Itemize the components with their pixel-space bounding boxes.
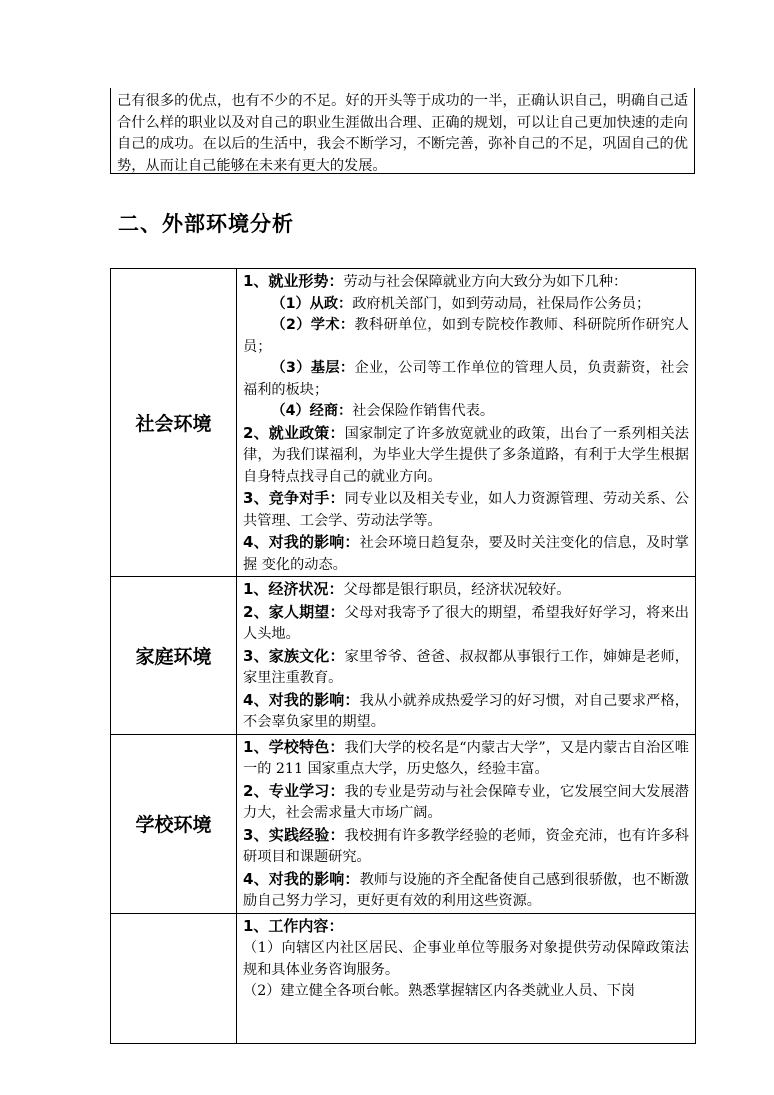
item-heading: 4、对我的影响：	[243, 869, 360, 888]
item-heading: 1、学校特色：	[243, 737, 345, 756]
list-item	[243, 825, 689, 869]
item-text: 我校拥有许多教学经验的老师，资金充沛，也有许多科研项目和课题研究。	[243, 827, 689, 865]
item-heading: 3、实践经验：	[243, 825, 345, 844]
list-item	[243, 488, 689, 532]
list-item	[243, 579, 689, 602]
sub-item-text: 政府机关部门，如到劳动局，社保局作公务员；	[352, 295, 651, 312]
continuation-text: 己有很多的优点，也有不少的不足。好的开头等于成功的一半，正确认识自己，明确自己适合什么样的职业以及对自己的职业生涯做出合理、正确的规划，可以让自己更加快速的走向自己的成功。在以后的生活中，我会不断学习，不断完善，弥补自己的不足，巩固自己的优势，从而让自己能够在未来有更大的发展。	[117, 93, 688, 174]
plain-paragraph: （1）向辖区内社区居民、企事业单位等服务对象提供劳动保障政策法规和具体业务咨询服务。	[243, 940, 689, 978]
sub-item-heading: （3）基层：	[271, 360, 355, 376]
list-item	[243, 532, 689, 576]
sub-item-text: 企业，公司等工作单位的管理人员，负责薪资，社会福利的板块；	[243, 360, 689, 398]
sub-item	[243, 401, 689, 423]
list-item	[243, 271, 689, 294]
table-row	[111, 734, 696, 913]
sub-item-text: 教科研单位，如到专院校作教师、科研院所作研究人员；	[243, 317, 689, 355]
item-heading: 3、竞争对手：	[243, 489, 345, 507]
item-heading: 1、工作内容：	[243, 916, 344, 935]
item-text: 我从小就养成热爱学习的好习惯，对自己要求严格，不会辜负家里的期望。	[243, 692, 689, 730]
list-item	[243, 423, 689, 489]
item-heading: 2、专业学习：	[243, 781, 345, 800]
table-row	[111, 269, 696, 577]
list-item	[243, 602, 689, 646]
list-item	[243, 690, 689, 734]
row-label: 学校环境	[135, 814, 212, 836]
item-heading: 1、就业形势：	[243, 272, 344, 290]
row-label: 家庭环境	[135, 645, 212, 668]
sub-item-heading: （1）从政：	[271, 295, 353, 312]
item-heading: 4、对我的影响：	[243, 533, 360, 551]
item-heading: 2、家人期望：	[243, 602, 345, 621]
item-text: 教师与设施的齐全配备使自己感到很骄傲，也不断激励自己努力学习，更好更有效的利用这些资源。	[243, 871, 689, 909]
item-heading: 3、家族文化：	[243, 646, 345, 665]
sub-item	[243, 358, 689, 401]
list-item	[243, 646, 689, 690]
sub-item-heading: （2）学术：	[271, 317, 355, 333]
section-heading: 二、外部环境分析	[118, 212, 294, 236]
list-item	[243, 916, 689, 939]
row-content-cell	[237, 577, 696, 735]
row-label-cell	[111, 269, 237, 577]
sub-item-heading: （4）经商：	[271, 403, 353, 419]
row-label: 社会环境	[135, 413, 212, 435]
item-heading: 1、经济状况：	[243, 580, 344, 598]
item-text: 劳动与社会保障就业方向大致分为如下几种：	[343, 274, 628, 290]
item-text: 国家制定了许多放宽就业的政策，出台了一系列相关法律，为我们谋福利，为毕业大学生提供了多条道路，有利于大学生根据自身特点找寻自己的就业方向。	[243, 425, 689, 485]
sub-item	[243, 315, 689, 358]
list-item	[243, 737, 689, 781]
table-row	[111, 577, 696, 735]
item-heading: 2、就业政策：	[243, 423, 345, 442]
row-content-cell	[237, 269, 696, 577]
sub-item	[243, 294, 689, 316]
item-text: 同专业以及相关专业，如人力资源管理、劳动关系、公共管理、工会学、劳动法学等。	[243, 491, 689, 529]
item-text: 父母都是银行职员，经济状况较好。	[343, 582, 571, 598]
sub-item-text: 社会保险作销售代表。	[352, 403, 495, 419]
row-content-cell	[237, 734, 696, 913]
item-text: 家里爷爷、爸爸、叔叔都从事银行工作，婶婶是老师，家里注重教育。	[243, 648, 689, 686]
plain-paragraph: （2）建立健全各项台帐。熟悉掌握辖区内各类就业人员、下岗	[243, 983, 636, 999]
item-text: 我们大学的校名是“内蒙古大学”，又是内蒙古自治区唯一的 211 国家重点大学，历史悠久，经验丰富。	[243, 739, 689, 777]
table-row	[111, 913, 696, 1043]
list-item	[243, 869, 689, 913]
row-label-cell	[111, 577, 237, 735]
row-label-cell	[111, 913, 237, 1043]
item-heading: 4、对我的影响：	[243, 690, 360, 709]
item-text: 我的专业是劳动与社会保障专业，它发展空间大发展潜力大，社会需求量大市场广阔。	[243, 783, 689, 821]
item-text: 父母对我寄予了很大的期望，希望我好好学习，将来出人头地。	[243, 604, 689, 642]
continuation-text-box	[110, 88, 695, 174]
item-text: 社会环境日趋复杂，要及时关注变化的信息，及时掌握 变化的动态。	[243, 535, 689, 573]
environment-analysis-table	[110, 268, 696, 1044]
row-content-cell	[237, 913, 696, 1043]
list-item	[243, 781, 689, 825]
row-label-cell	[111, 734, 237, 913]
